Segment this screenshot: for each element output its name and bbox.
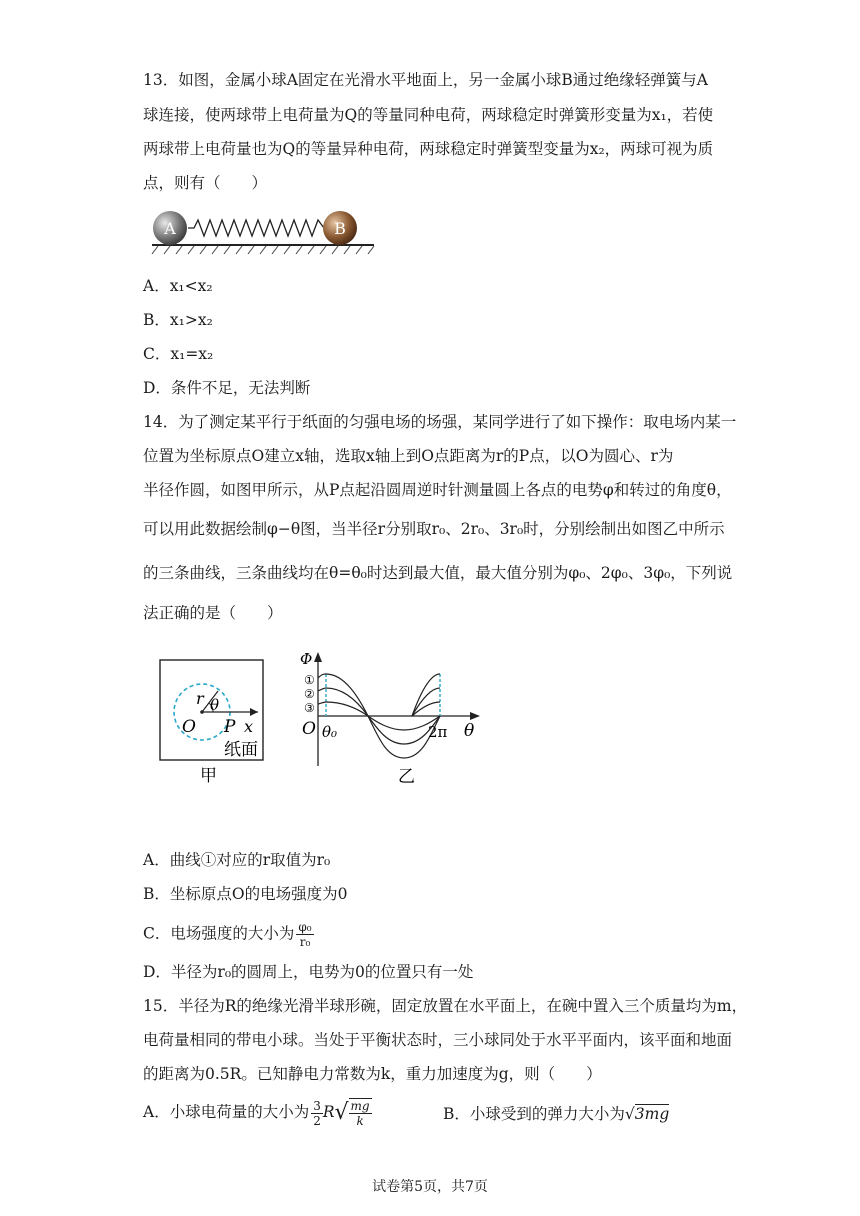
sqrt-sign: √ bbox=[334, 1100, 349, 1125]
q14-line-5: 的三条曲线，三条曲线均在θ=θ₀时达到最大值，最大值分别为φ₀、2φ₀、3φ₀，下列说 bbox=[143, 564, 733, 582]
label-p: P bbox=[224, 717, 236, 737]
q15-line-2: 电荷量相同的带电小球。当处于平衡状态时，三小球同处于水平平面内，该平面和地面 bbox=[143, 1031, 733, 1049]
label-x: x bbox=[244, 717, 254, 736]
fraction-numerator: φ₀ bbox=[298, 920, 312, 934]
q15-option-a bbox=[143, 1098, 372, 1128]
label-origin: O bbox=[302, 719, 316, 739]
q13-spring-figure bbox=[148, 208, 378, 258]
q13-option-d: D．条件不足，无法判断 bbox=[143, 379, 311, 397]
q14-line-2: 位置为坐标原点O建立x轴，选取x轴上到O点距离为r的P点，以O为圆心、r为 bbox=[143, 447, 674, 465]
q14-line-4: 可以用此数据绘制φ−θ图，当半径r分别取r₀、2r₀、3r₀时，分别绘制出如图乙中所示 bbox=[143, 520, 725, 538]
q14-option-c-text: C．电场强度的大小为 bbox=[143, 924, 295, 943]
coef-denominator: 2 bbox=[313, 1113, 321, 1128]
label-r: r bbox=[196, 689, 204, 708]
q14-option-b: B．坐标原点O的电场强度为0 bbox=[143, 885, 348, 903]
q14-option-a: A．曲线①对应的r取值为r₀ bbox=[143, 851, 331, 869]
spring bbox=[188, 220, 330, 236]
label-phi: Φ bbox=[300, 650, 313, 668]
q14-option-c bbox=[143, 920, 314, 949]
q13-line-3: 两球带上电荷量也为Q的等量异种电荷，两球稳定时弹簧型变量为x₂，两球可视为质 bbox=[143, 140, 714, 158]
coef-numerator: 3 bbox=[313, 1098, 321, 1113]
q15-option-a-coef bbox=[311, 1099, 323, 1128]
q15-option-b-text: B．小球受到的弹力大小为 bbox=[443, 1105, 625, 1123]
q15-option-a-r: R bbox=[322, 1103, 335, 1121]
q14-line-6: 法正确的是（ ） bbox=[143, 604, 283, 622]
figure-jia bbox=[150, 652, 280, 787]
q14-line-1: 14．为了测定某平行于纸面的匀强电场的场强，某同学进行了如下操作：取电场内某一 bbox=[143, 413, 737, 431]
label-curve-1: ① bbox=[304, 673, 315, 687]
q13-option-c: C．x₁=x₂ bbox=[143, 345, 214, 363]
q14-option-c-fraction bbox=[296, 920, 313, 949]
q15-line-3: 的距离为0.5R。已知静电力常数为k，重力加速度为g，则（ ） bbox=[143, 1065, 602, 1083]
q13-option-b: B．x₁>x₂ bbox=[143, 311, 213, 329]
label-curve-3: ③ bbox=[304, 701, 315, 715]
radicand-numerator: mg bbox=[350, 1099, 370, 1113]
q15-option-b bbox=[443, 1104, 669, 1124]
q14-option-d: D．半径为r₀的圆周上，电势为0的位置只有一处 bbox=[143, 963, 474, 981]
page-footer: 试卷第5页，共7页 bbox=[372, 1179, 488, 1195]
caption-yi: 乙 bbox=[398, 767, 415, 787]
caption-jia: 甲 bbox=[200, 766, 217, 786]
label-o: O bbox=[182, 717, 196, 737]
label-theta-axis: θ bbox=[464, 721, 475, 741]
sqrt-sign-b: √ bbox=[624, 1105, 635, 1123]
q13-line-1: 13．如图，金属小球A固定在光滑水平地面上，另一金属小球B通过绝缘轻弹簧与A bbox=[143, 71, 709, 89]
fraction-denominator: r₀ bbox=[299, 935, 311, 949]
label-paper: 纸面 bbox=[224, 740, 258, 760]
q14-line-3: 半径作圆，如图甲所示，从P点起沿圆周逆时针测量圆上各点的电势φ和转过的角度θ， bbox=[143, 481, 732, 499]
label-theta: θ bbox=[210, 696, 220, 714]
q15-line-1: 15．半径为R的绝缘光滑半球形碗，固定放置在水平面上，在碗中置入三个质量均为m， bbox=[143, 997, 748, 1015]
label-curve-2: ② bbox=[304, 687, 315, 701]
q13-option-a: A．x₁<x₂ bbox=[143, 277, 213, 295]
q15-option-b-value: 3mg bbox=[634, 1105, 670, 1123]
q13-line-4: 点，则有（ ） bbox=[143, 174, 268, 192]
ball-b-label: B bbox=[334, 219, 346, 238]
ball-a-label: A bbox=[164, 219, 176, 238]
label-theta0: θ₀ bbox=[322, 723, 338, 741]
q13-line-2: 球连接，使两球带上电荷量为Q的等量同种电荷，两球稳定时弹簧形变量为x₁，若使 bbox=[143, 106, 714, 124]
q15-option-a-text: A．小球电荷量的大小为 bbox=[143, 1103, 310, 1121]
q15-option-a-radicand bbox=[349, 1098, 372, 1128]
label-2pi: 2π bbox=[428, 723, 448, 741]
radicand-denominator: k bbox=[356, 1114, 364, 1128]
figure-yi bbox=[296, 646, 486, 788]
